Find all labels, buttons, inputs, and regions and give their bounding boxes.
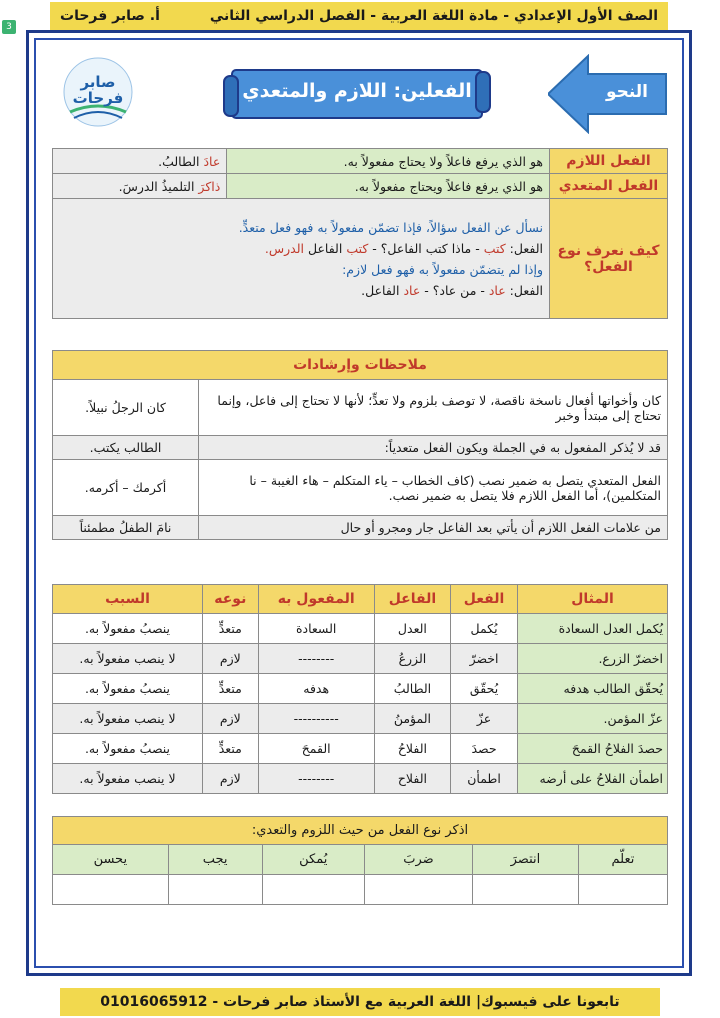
exercise-answer-row [53,875,668,905]
definition-example: ذاكرَ التلميذُ الدرسَ. [53,174,227,199]
exercise-word: ضربَ [364,845,472,875]
teacher-name: أ. صابر فرحات [60,8,160,24]
how-to-row [53,199,668,319]
note-row [53,516,668,540]
examples-header-row [53,585,668,614]
note-example: كان الرجلُ نبيلاً. [53,380,199,436]
top-bar [50,2,668,30]
course-title: الصف الأول الإعدادي - مادة اللغة العربية - الفصل الدراسي الثاني [209,8,658,24]
definition-row [53,174,668,199]
notes-table [52,350,668,540]
term-intransitive: الفعل اللازم [550,149,668,174]
footer: تابعونا على فيسبوك| اللغة العربية مع الأستاذ صابر فرحات - 01016065912 [60,988,660,1016]
exercise-word: انتصرَ [472,845,578,875]
answer-cell[interactable] [578,875,667,905]
header-type: نوعه [203,585,259,614]
exercise-words-row [53,845,668,875]
note-text: من علامات الفعل اللازم أن يأتي بعد الفاعل جار ومجرو أو حال [199,516,668,540]
note-row [53,460,668,516]
note-example: أكرمك – أكرمه. [53,460,199,516]
how-to-term: كيف نعرف نوع الفعل؟ [550,199,668,319]
table-row: اطمأن الفلاحُ على أرضه اطمأن الفلاح -------- لازم لا ينصب مفعولاً به. [53,764,668,794]
logo-text: صابر فرحات [72,73,124,107]
answer-cell[interactable] [168,875,262,905]
header-verb: الفعل [451,585,518,614]
note-row [53,380,668,436]
header-reason: السبب [53,585,203,614]
table-row: اخضرّ الزرع. اخضرّ الزرعُ -------- لازم لا ينصب مفعولاً به. [53,644,668,674]
note-text: قد لا يُذكر المفعول به في الجملة ويكون الفعل متعدياً: [199,436,668,460]
exercise-word: يجب [168,845,262,875]
exercise-title: اذكر نوع الفعل من حيث اللزوم والتعدي: [53,817,668,845]
definition-text: هو الذي يرفع فاعلاً ولا يحتاج مفعولاً به. [227,149,550,174]
note-text: الفعل المتعدي يتصل به ضمير نصب (كاف الخطاب – ياء المتكلم – هاء الغيبة – نا المتكلمين)، أما الفعل اللازم فلا يتصل به ضمير نصب. [199,460,668,516]
table-row: يُحقّق الطالب هدفه يُحقّق الطالبُ هدفه متعدٍّ ينصبُ مفعولاً به. [53,674,668,704]
header-subject: الفاعل [374,585,450,614]
notes-title: ملاحظات وإرشادات [53,351,668,380]
answer-cell[interactable] [53,875,169,905]
note-example: الطالب يكتب. [53,436,199,460]
table-row: حصدَ الفلاحُ القمحَ حصدَ الفلاحُ القمحَ متعدٍّ ينصبُ مفعولاً به. [53,734,668,764]
exercise-word: تعلّم [578,845,667,875]
note-example: نامَ الطفلُ مطمئناً [53,516,199,540]
definition-example: عادَ الطالبُ. [53,149,227,174]
table-row: عزّ المؤمن. عزّ المؤمنُ ---------- لازم لا ينصب مفعولاً به. [53,704,668,734]
page-title: الفعلين: اللازم والمتعدي [242,80,472,102]
exercise-table [52,816,668,905]
answer-cell[interactable] [262,875,364,905]
section-label: النحو [605,82,648,102]
answer-cell[interactable] [364,875,472,905]
header-object: المفعول به [258,585,374,614]
exercise-word: يحسن [53,845,169,875]
table-row: يُكمل العدل السعادة يُكمل العدل السعادة متعدٍّ ينصبُ مفعولاً به. [53,614,668,644]
note-row [53,436,668,460]
definitions-table [52,148,668,319]
definition-text: هو الذي يرفع فاعلاً ويحتاج مفعولاً به. [227,174,550,199]
header [52,54,668,134]
answer-cell[interactable] [472,875,578,905]
section-arrow [548,54,668,134]
header-example: المثال [518,585,668,614]
term-transitive: الفعل المتعدي [550,174,668,199]
how-to-explanation: نسأل عن الفعل سؤالاً، فإذا تضمّن مفعولاً به فهو فعل متعدٍّ. الفعل: كتب - ماذا كتب الفاعل؟ - كتب الفاعل الدرس. وإذا لم يتضمّن مفعولاً به فهو فعل لازم: الفعل: عاد - من عاد؟ - عاد الفاعل. [53,199,550,319]
page-number: 3 [2,20,16,34]
exercise-word: يُمكن [262,845,364,875]
note-text: كان وأخواتها أفعال ناسخة ناقصة، لا توصف بلزوم ولا تعدٍّ؛ لأنها لا تحتاج إلى فاعل، وإنما تحتاج إلى مبتدأ وخبر [199,380,668,436]
examples-table [52,584,668,794]
definition-row [53,149,668,174]
